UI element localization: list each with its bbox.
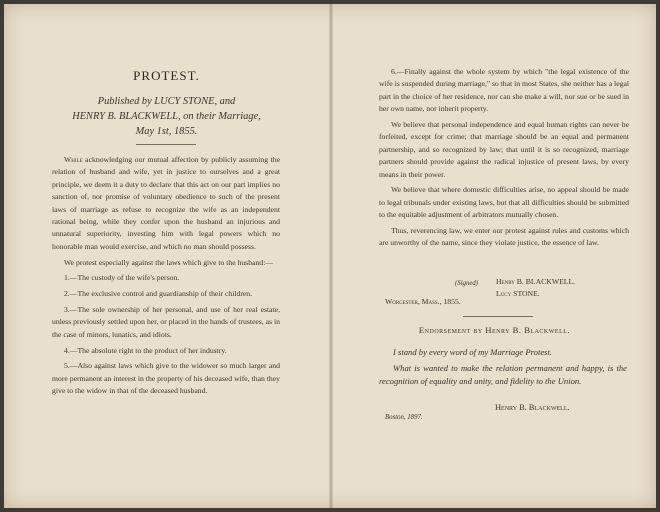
endorsement-signer: Henry B. Blackwell. [495, 403, 570, 412]
intro-lead: While [64, 155, 83, 164]
divider-rule [136, 144, 196, 145]
endorsement-place: Boston, 1897. [385, 414, 423, 421]
protest-item: 6.—Finally against the whole system by which "the legal existence of the wife is suspended during marriage," so that in most States, she neither has a legal part in the choice of her residence, nor can she make a will, nor sue or be sued in her own name, nor inherit property. [379, 67, 629, 114]
subtitle-line: HENRY B. BLACKWELL, on their Marriage, [72, 111, 261, 122]
protest-body [52, 154, 280, 401]
belief-paragraph: We believe that where domestic difficulties arise, no appeal should be made to legal tribunals under existing laws, but that all difficulties should be submitted to the equitable adjustment of arbitrators mutually chosen. [379, 185, 629, 220]
left-page [4, 0, 329, 504]
protest-item: 1.—The custody of the wife's person. [64, 273, 180, 283]
signing-place: Worcester, Mass., 1855. [385, 297, 461, 306]
closing-paragraph: Thus, reverencing law, we enter our protest against rules and customs which are unworthy of the name, since they violate justice, the essence of law. [379, 226, 629, 248]
endorsement-title: Endorsement by Henry B. Blackwell. [418, 325, 571, 335]
signed-label: (Signed) [455, 280, 479, 287]
subtitle-line: May 1st, 1855. [135, 126, 198, 137]
signer-name: Henry B. BLACKWELL. [496, 277, 576, 286]
publication-credit [34, 94, 299, 139]
intro-text: acknowledging our mutual affection by publicly assuming the relation of husband and wife, yet in justice to ourselves and a great principle, we deem it a duty to declare that this act on our part implies no sanction of, nor promise of voluntary obedience to such of the present laws of marriage as refuse to recognize the wife as an independent rational being, while they confer upon the husband an injurious and unnatural superiority, investing him with legal powers which no honorable man would exercise, and which no man should possess. [52, 155, 280, 251]
subtitle-line: Published by LUCY STONE, and [97, 96, 236, 107]
signer-name: Lucy STONE. [496, 289, 540, 299]
belief-paragraph: We believe that personal independence and equal human rights can never be forfeited, except for crime; that marriage should be an equal and permanent partnership, and so recognized by law; that until it is so recognized, marriage partners should provide against the radical injustice of present laws, by every means in their power. [379, 120, 629, 179]
endorsement-paragraph: What is wanted to make the relation permanent and happy, is the recognition of equality and unity, and fidelity to the Union. [379, 363, 627, 387]
divider-rule [463, 316, 533, 317]
protest-continuation [379, 66, 629, 253]
endorsement-body [379, 346, 627, 392]
protest-lead-paragraph: We protest especially against the laws which give to the husband:— [64, 257, 274, 267]
signatures [496, 276, 575, 301]
endorsement-paragraph: I stand by every word of my Marriage Protest. [393, 347, 553, 357]
right-page [333, 0, 656, 504]
protest-item: 2.—The exclusive control and guardianship of their children. [64, 289, 253, 299]
document-title: PROTEST. [133, 68, 200, 83]
intro-paragraph [52, 154, 280, 253]
protest-item: 3.—The sole ownership of her personal, and use of her real estate, unless previously settled upon her, or placed in the hands of trustees, as in the case of minors, lunatics, and idiots. [52, 305, 280, 339]
protest-item: 4.—The absolute right to the product of her industry. [64, 345, 227, 355]
protest-item: 5.—Also against laws which give to the widower so much larger and more permanent an interest in the property of his deceased wife, than they give to the widow in that of the deceased husband. [52, 361, 280, 396]
